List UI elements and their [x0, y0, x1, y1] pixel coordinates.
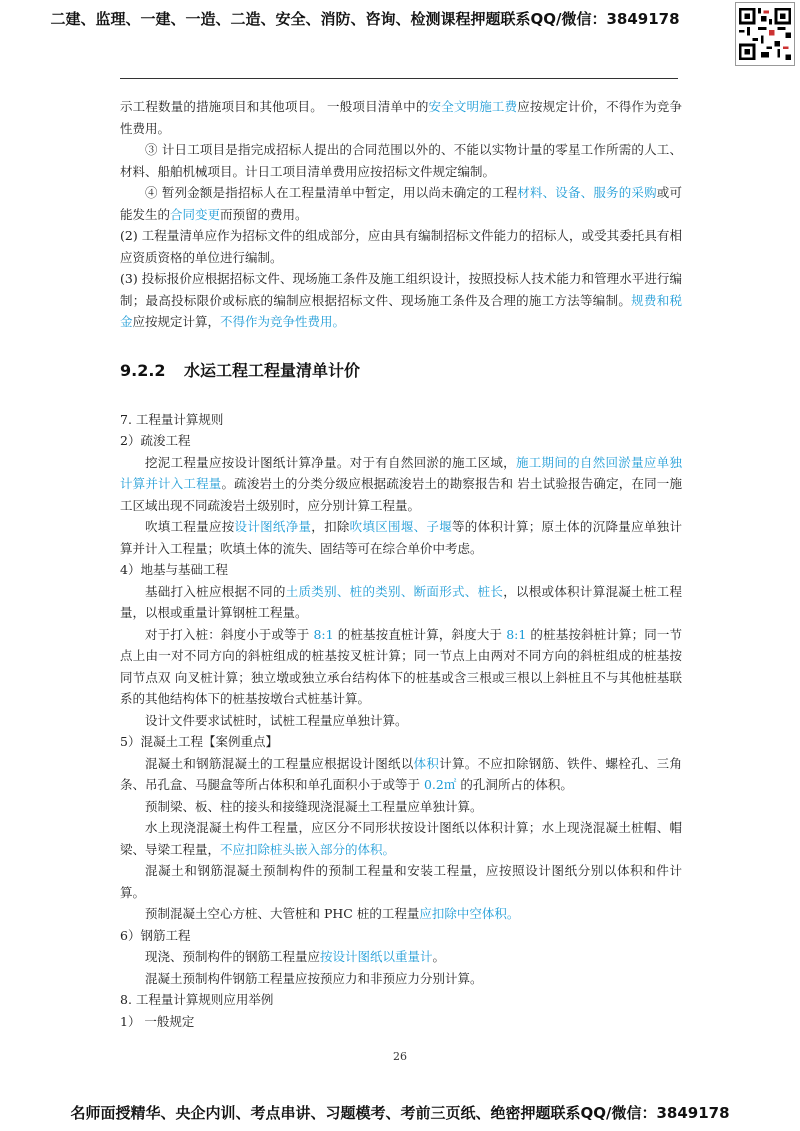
paragraph: 混凝土和钢筋混凝土的工程量应根据设计图纸以体积计算。不应扣除钢筋、铁件、螺栓孔、三角条、吊孔盒、马腿盒等所占体积和单孔面积小于或等于 0.2㎡ 的孔洞所占的体积。 [120, 755, 682, 792]
list-heading: 2）疏浚工程 [120, 433, 191, 448]
paragraph: 现浇、预制构件的钢筋工程量应按设计图纸以重量计。 [145, 949, 446, 964]
paragraph: ③ 计日工项目是指完成招标人提出的合同范围以外的、不能以实物计量的零星工作所需的人工、材料、船舶机械项目。计日工项目清单费用应按招标文件规定编制。 [120, 142, 682, 179]
header-divider [120, 78, 678, 79]
paragraph: 吹填工程量应按设计图纸净量，扣除吹填区围堰、子堰等的体积计算；原土体的沉降量应单独计算并计入工程量；吹填土体的流失、固结等可在综合单价中考虑。 [120, 519, 682, 556]
qr-code-icon [735, 2, 795, 66]
list-heading: 4）地基与基础工程 [120, 562, 228, 577]
list-heading: 8. 工程量计算规则应用举例 [120, 992, 274, 1007]
header-banner: 二建、监理、一建、一造、二造、安全、消防、咨询、检测课程押题联系QQ/微信：3849178 [50, 10, 680, 28]
list-heading: 5）混凝土工程【案例重点】 [120, 734, 278, 749]
footer-banner: 名师面授精华、央企内训、考点串讲、习题模考、考前三页纸、绝密押题联系QQ/微信：3849178 [70, 1104, 730, 1122]
paragraph: 设计文件要求试桩时，试桩工程量应单独计算。 [145, 712, 408, 728]
paragraph: 水上现浇混凝土构件工程量，应区分不同形状按设计图纸以体积计算；水上现浇混凝土桩帽、帽梁、导梁工程量，不应扣除桩头嵌入部分的体积。 [120, 820, 682, 857]
page-number: 26 [393, 1050, 407, 1063]
paragraph: (2) 工程量清单应作为招标文件的组成部分，应由具有编制招标文件能力的招标人，或受其委托具有相应资质资格的单位进行编制。 [120, 228, 682, 265]
paragraph: 示工程数量的措施项目和其他项目。 一般项目清单中的安全文明施工费应按规定计价，不得作为竞争性费用。 [120, 99, 682, 136]
paragraph: 对于打入桩：斜度小于或等于 8:1 的桩基按直桩计算，斜度大于 8:1 的桩基按斜桩计算；同一节点上由一对不同方向的斜桩组成的桩基按叉桩计算；同一节点上由两对不同方向的斜桩组成的桩基按同节点双 向叉桩计算；独立墩或独立承台结构体下的桩基或含三根或三根以上斜桩且不与其他桩基联系的其他结构体下的桩基按墩台式桩基计算。 [120, 626, 682, 706]
list-heading: 7. 工程量计算规则 [120, 411, 224, 427]
paragraph: 挖泥工程量应按设计图纸计算净量。对于有自然回淤的施工区域，施工期间的自然回淤量应单独计算并计入工程量。疏浚岩土的分类分级应根据疏浚岩土的勘察报告和 岩土试验报告确定，在同一施工区域出现不同疏浚岩土级别时，应分别计算工程量。 [120, 454, 682, 513]
paragraph: 混凝土和钢筋混凝土预制构件的预制工程量和安装工程量，应按照设计图纸分别以体积和件计算。 [120, 863, 682, 900]
paragraph: 混凝土预制构件钢筋工程量应按预应力和非预应力分别计算。 [145, 970, 483, 986]
list-heading: 1） 一般规定 [120, 1013, 195, 1029]
paragraph: 预制混凝土空心方桩、大管桩和 PHC 桩的工程量应扣除中空体积。 [145, 906, 520, 921]
paragraph: 基础打入桩应根据不同的土质类别、桩的类别、断面形式、桩长，以根或体积计算混凝土桩工程量，以根或重量计算钢桩工程量。 [120, 583, 682, 620]
paragraph: 预制梁、板、柱的接头和接缝现浇混凝土工程量应单独计算。 [145, 798, 483, 814]
section-heading [120, 359, 682, 383]
section-number: 9.2.2 [120, 360, 166, 380]
list-heading: 6）钢筋工程 [120, 927, 191, 943]
paragraph: (3) 投标报价应根据招标文件、现场施工条件及施工组织设计，按照投标人技术能力和管理水平进行编制；最高投标限价或标底的编制应根据招标文件、现场施工条件及合理的施工方法等编制。规费和税金应按规定计算，不得作为竞争性费用。 [120, 271, 682, 329]
page-body [120, 96, 682, 1032]
section-title: 水运工程工程量清单计价 [184, 360, 361, 380]
paragraph: ④ 暂列金额是指招标人在工程量清单中暂定，用以尚未确定的工程材料、设备、服务的采购或可能发生的合同变更而预留的费用。 [120, 185, 682, 222]
